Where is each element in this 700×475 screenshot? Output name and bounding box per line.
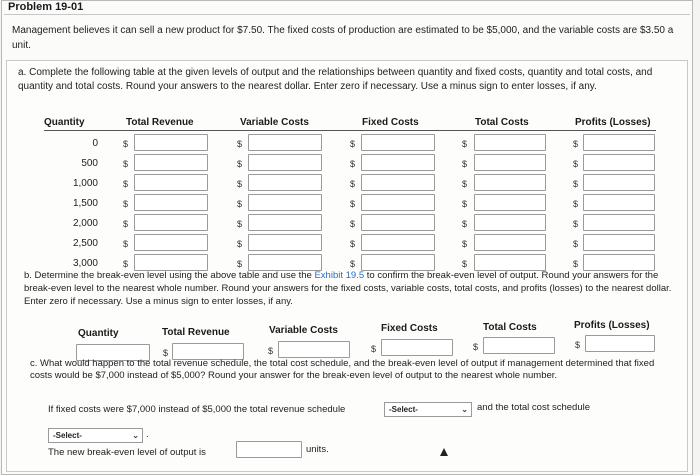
title-divider	[4, 14, 690, 15]
quantity-cell: 1,000	[72, 178, 98, 189]
total-costs-currency: $	[462, 219, 468, 229]
header-total-revenue: Total Revenue	[126, 117, 194, 128]
b-variable-currency: $	[268, 346, 274, 356]
total-costs-input[interactable]	[474, 194, 546, 211]
total-revenue-input[interactable]	[134, 174, 208, 191]
total-costs-input[interactable]	[474, 174, 546, 191]
fixed-costs-input[interactable]	[361, 194, 435, 211]
variable-costs-input[interactable]	[248, 174, 322, 191]
profits-currency: $	[573, 199, 579, 209]
part-b-text-1: b. Determine the break-even level using the above table and use the	[24, 270, 315, 281]
profits-input[interactable]	[583, 134, 655, 151]
revenue-select-value: -Select-	[389, 405, 418, 414]
total-costs-currency: $	[462, 159, 468, 169]
total-revenue-currency: $	[123, 239, 129, 249]
total-revenue-input[interactable]	[134, 234, 208, 251]
total-costs-input[interactable]	[474, 134, 546, 151]
part-c-instructions: c. What would happen to the total revenue schedule, the total cost schedule, and the break-even level of output if management determined that fixed costs would be $7,000 instead of $5,000? Round your answer for the break-even level of output to the nearest whole number.	[30, 358, 655, 381]
b-header-quantity: Quantity	[78, 328, 119, 339]
variable-costs-input[interactable]	[248, 214, 322, 231]
fixed-costs-input[interactable]	[361, 154, 435, 171]
exhibit-link[interactable]: Exhibit 19.5	[314, 270, 365, 281]
fixed-costs-currency: $	[350, 179, 356, 189]
part-a-instructions: a. Complete the following table at the given levels of output and the relationships between quantity and fixed costs, quantity and total costs, and quantity and total costs. Round your answers to the nearest dollar. Enter zero if necessary. Use a minus sign to enter losses, if any.	[18, 67, 653, 92]
total-costs-currency: $	[462, 259, 468, 269]
total-costs-currency: $	[462, 179, 468, 189]
revenue-schedule-select[interactable]	[384, 402, 472, 417]
cost-schedule-select[interactable]	[48, 428, 143, 443]
variable-costs-currency: $	[237, 179, 243, 189]
profits-currency: $	[573, 219, 579, 229]
profits-currency: $	[573, 239, 579, 249]
variable-costs-input[interactable]	[248, 134, 322, 151]
part-c-period: .	[146, 429, 149, 440]
chevron-down-icon: ⌄	[461, 405, 468, 414]
part-c-line1-suffix: and the total cost schedule	[477, 402, 591, 413]
total-revenue-currency: $	[123, 159, 129, 169]
profits-currency: $	[573, 159, 579, 169]
b-header-profits-losses: Profits (Losses)	[574, 320, 650, 331]
total-revenue-input[interactable]	[134, 214, 208, 231]
total-costs-currency: $	[462, 239, 468, 249]
header-total-costs: Total Costs	[475, 117, 529, 128]
profits-currency: $	[573, 179, 579, 189]
part-b-instructions	[24, 269, 674, 308]
b-header-total-revenue: Total Revenue	[162, 327, 230, 338]
total-revenue-currency: $	[123, 219, 129, 229]
b-fixed-costs-input[interactable]	[381, 339, 453, 356]
variable-costs-currency: $	[237, 199, 243, 209]
total-costs-input[interactable]	[474, 154, 546, 171]
quantity-cell: 1,500	[72, 198, 98, 209]
total-revenue-currency: $	[123, 179, 129, 189]
quantity-cell: 2,500	[72, 238, 98, 249]
chevron-down-icon: ⌄	[132, 431, 139, 440]
total-costs-input[interactable]	[474, 214, 546, 231]
fixed-costs-input[interactable]	[361, 214, 435, 231]
variable-costs-currency: $	[237, 239, 243, 249]
variable-costs-input[interactable]	[248, 154, 322, 171]
b-header-fixed-costs: Fixed Costs	[381, 323, 438, 334]
total-costs-currency: $	[462, 139, 468, 149]
part-c-line1-prefix: If fixed costs were $7,000 instead of $5,000 the total revenue schedule	[48, 404, 346, 415]
breakeven-input[interactable]	[236, 441, 302, 458]
fixed-costs-currency: $	[350, 159, 356, 169]
units-label: units.	[306, 444, 329, 455]
profits-input[interactable]	[583, 234, 655, 251]
fixed-costs-input[interactable]	[361, 134, 435, 151]
table-header-rule	[44, 130, 656, 131]
header-quantity: Quantity	[44, 117, 85, 128]
total-costs-currency: $	[462, 199, 468, 209]
header-variable-costs: Variable Costs	[240, 117, 309, 128]
quantity-cell: 2,000	[72, 218, 98, 229]
fixed-costs-currency: $	[350, 259, 356, 269]
total-revenue-currency: $	[123, 139, 129, 149]
profits-input[interactable]	[583, 174, 655, 191]
total-revenue-input[interactable]	[134, 134, 208, 151]
mouse-cursor-icon	[440, 448, 448, 456]
fixed-costs-currency: $	[350, 219, 356, 229]
profits-input[interactable]	[583, 214, 655, 231]
fixed-costs-input[interactable]	[361, 174, 435, 191]
variable-costs-currency: $	[237, 139, 243, 149]
profits-currency: $	[573, 139, 579, 149]
b-header-variable-costs: Variable Costs	[269, 325, 338, 336]
b-total-costs-input[interactable]	[483, 337, 555, 354]
total-costs-input[interactable]	[474, 234, 546, 251]
total-revenue-currency: $	[123, 259, 129, 269]
total-revenue-input[interactable]	[134, 154, 208, 171]
quantity-cell: 0	[92, 138, 98, 149]
total-revenue-input[interactable]	[134, 194, 208, 211]
header-profits-losses: Profits (Losses)	[575, 117, 651, 128]
b-revenue-currency: $	[163, 348, 169, 358]
fixed-costs-currency: $	[350, 199, 356, 209]
fixed-costs-input[interactable]	[361, 234, 435, 251]
quantity-cell: 3,000	[72, 258, 98, 269]
breakeven-label: The new break-even level of output is	[48, 447, 206, 458]
b-profit-currency: $	[575, 340, 581, 350]
b-fixed-currency: $	[371, 344, 377, 354]
b-profits-input[interactable]	[585, 335, 655, 352]
part-b-text-2: to confirm the break-even level of output. Round your answers for the break-even level to the nearest whole number. Round your answers for the fixed costs, variable costs, total costs, and profits (losses) to the nearest dollar. Enter zero if necessary. Use a minus sign to enter losses, if any.	[24, 270, 672, 307]
quantity-cell: 500	[81, 158, 98, 169]
variable-costs-currency: $	[237, 259, 243, 269]
variable-costs-input[interactable]	[248, 194, 322, 211]
b-header-total-costs: Total Costs	[483, 322, 537, 333]
profits-input[interactable]	[583, 194, 655, 211]
fixed-costs-currency: $	[350, 139, 356, 149]
problem-title: Problem 19-01	[8, 1, 84, 13]
variable-costs-input[interactable]	[248, 234, 322, 251]
profits-currency: $	[573, 259, 579, 269]
cost-select-value: -Select-	[53, 431, 82, 440]
total-revenue-currency: $	[123, 199, 129, 209]
b-total-currency: $	[473, 342, 479, 352]
problem-intro: Management believes it can sell a new product for $7.50. The fixed costs of production are estimated to be $5,000, and the variable costs are $3.50 a unit.	[12, 25, 674, 51]
fixed-costs-currency: $	[350, 239, 356, 249]
variable-costs-currency: $	[237, 159, 243, 169]
b-variable-costs-input[interactable]	[278, 341, 350, 358]
variable-costs-currency: $	[237, 219, 243, 229]
header-fixed-costs: Fixed Costs	[362, 117, 419, 128]
profits-input[interactable]	[583, 154, 655, 171]
